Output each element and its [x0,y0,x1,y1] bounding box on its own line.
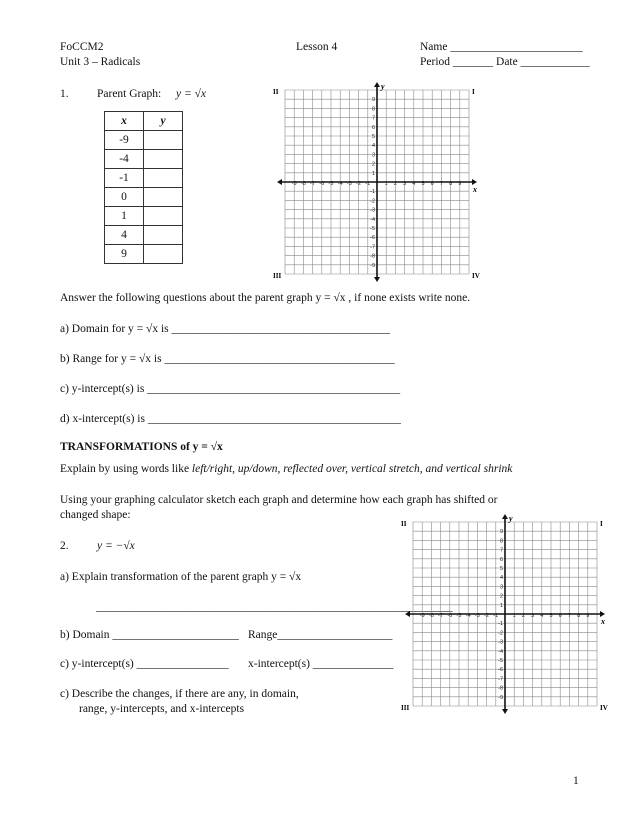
explain-words: left/right, up/down, reflected over, vertical stretch, and vertical shrink [191,463,513,475]
y-tick-label: -3 [370,207,375,214]
period-date-field: Period _______ Date ____________ [420,56,590,68]
y-tick-label: -4 [370,216,375,223]
q1-number: 1. [60,88,69,100]
quadrant-label-ii: II [273,88,279,96]
y-tick-label: -2 [370,198,375,205]
x-tick-label: -2 [484,613,490,619]
y-tick-label: 3 [499,584,503,591]
y-tick-label: 1 [499,602,503,609]
x-tick-label: -4 [465,613,471,619]
x-cell: 4 [105,226,144,245]
q2-describe-line2: range, y-intercepts, and x-intercepts [79,703,245,715]
y-tick-label: -1 [370,189,375,196]
x-tick-label: 1 [384,181,388,187]
course-name: FoCCM2 [60,41,104,53]
y-tick-label: -6 [370,235,375,242]
y-cell [144,131,183,150]
y-tick-label: -6 [498,667,503,674]
quadrant-label-i: I [472,88,475,96]
x-tick-label: -1 [493,613,499,619]
y-tick-label: 6 [371,124,375,131]
y-axis-arrow [502,709,508,714]
y-tick-label: -9 [498,694,503,701]
y-tick-label: -3 [498,639,503,646]
y-tick-label: 5 [499,566,503,572]
x-tick-label: 5 [549,613,553,619]
x-tick-label: 4 [412,181,416,187]
quadrant-label-iii: III [273,272,282,280]
x-tick-label: -4 [337,181,343,187]
q1-label: Parent Graph: [97,88,162,100]
x-tick-label: -7 [438,613,444,619]
x-tick-label: 8 [577,613,581,619]
x-tick-label: 2 [521,613,525,619]
y-tick-label: 1 [371,170,375,177]
q2-a-answer-line: ______________________________________________________________ [96,601,453,613]
quadrant-label-iv: IV [472,272,480,280]
y-tick-label: -7 [498,676,503,683]
y-tick-label: 9 [499,529,503,536]
y-tick-label: -9 [370,262,375,269]
x-tick-label: -1 [365,181,371,187]
x-tick-label: 6 [430,181,434,187]
explain-instruction [60,463,512,477]
y-tick-label: 9 [371,97,375,104]
lesson-number: Lesson 4 [296,41,338,53]
coordinate-grid-1 [273,80,479,278]
y-cell [144,188,183,207]
x-tick-label: -3 [474,613,480,619]
y-cell [144,169,183,188]
y-tick-label: 8 [371,106,375,113]
x-axis-arrow [405,611,410,617]
quadrant-label-iv: IV [600,704,608,712]
y-tick-label: 7 [499,547,503,554]
y-cell [144,245,183,264]
x-tick-label: 4 [540,613,544,619]
table-header-row [105,112,183,131]
x-tick-label: 9 [586,613,590,619]
q2-describe-line1: c) Describe the changes, if there are any, in domain, [60,688,299,700]
y-tick-label: -5 [498,658,503,664]
y-tick-label: 4 [499,575,503,582]
x-tick-label: -6 [319,181,325,187]
x-tick-label: 2 [393,181,397,187]
transformations-title: TRANSFORMATIONS of y = √x [60,441,223,453]
domain-question: a) Domain for y = √x is ______________________________________ [60,323,390,335]
x-tick-label: 8 [449,181,453,187]
q2-number: 2. [60,540,69,552]
y-tick-label: -8 [498,685,503,692]
x-tick-label: -8 [428,613,434,619]
y-cell [144,226,183,245]
y-axis-label: y [509,514,513,523]
q2-x-intercept: x-intercept(s) ______________ [248,658,394,670]
name-field: Name _______________________ [420,41,583,53]
y-tick-label: -7 [370,244,375,251]
x-tick-label: -5 [456,613,462,619]
table-row [105,131,183,150]
table-row [105,150,183,169]
y-intercept-question: c) y-intercept(s) is ____________________________________________ [60,383,401,395]
y-tick-label: 4 [371,143,375,150]
y-tick-label: -5 [370,226,375,232]
x-cell: 1 [105,207,144,226]
table-header-x: x [105,112,144,131]
y-tick-label: 3 [371,152,375,159]
table-row [105,188,183,207]
parent-intro: Answer the following questions about the parent graph y = √x , if none exists write none. [60,292,471,304]
x-axis-label: x [601,617,605,626]
y-axis-arrow [374,82,380,87]
x-tick-label: 6 [558,613,562,619]
q2-domain: b) Domain ______________________ [60,629,239,641]
x-cell: -9 [105,131,144,150]
y-tick-label: 7 [371,115,375,122]
x-tick-label: -3 [346,181,352,187]
x-tick-label: 7 [567,613,571,619]
q2-range: Range____________________ [248,629,393,641]
table-row [105,226,183,245]
y-cell [144,150,183,169]
y-tick-label: 6 [499,556,503,563]
table-row [105,169,183,188]
explain-prefix: Explain by using words like [60,463,192,475]
quadrant-label-i: I [600,520,603,528]
table-row [105,245,183,264]
range-question: b) Range for y = √x is ________________________________________ [60,353,395,365]
x-tick-label: 1 [512,613,516,619]
table-header-y: y [144,112,183,131]
quadrant-label-ii: II [401,520,407,528]
y-axis-label: y [381,82,385,91]
x-cell: 0 [105,188,144,207]
y-tick-label: -2 [498,630,503,637]
y-tick-label: 2 [371,161,375,168]
x-tick-label: 3 [403,181,407,187]
calc-instruction-line2: changed shape: [60,509,131,521]
xy-table [104,111,183,264]
x-intercept-question: d) x-intercept(s) is ____________________________________________ [60,413,401,425]
q2-a-question: a) Explain transformation of the parent graph y = √x [60,571,302,583]
x-tick-label: -8 [300,181,306,187]
calc-instruction-line1: Using your graphing calculator sketch each graph and determine how each graph has shifted or [60,494,498,506]
x-tick-label: 7 [439,181,443,187]
coordinate-grid-2 [401,512,607,710]
y-tick-label: 8 [499,538,503,545]
x-tick-label: -9 [419,613,425,619]
y-tick-label: -1 [498,621,503,628]
x-axis-arrow [277,179,282,185]
q1-equation: y = √x [176,88,207,100]
y-tick-label: 5 [371,134,375,140]
y-tick-label: 2 [499,593,503,600]
x-axis-label: x [473,185,477,194]
y-axis-arrow [502,514,508,519]
unit-title: Unit 3 – Radicals [60,56,141,68]
q2-equation: y = −√x [97,540,135,552]
quadrant-label-iii: III [401,704,410,712]
table-row [105,207,183,226]
page-number: 1 [573,775,579,787]
x-tick-label: 5 [421,181,425,187]
y-cell [144,207,183,226]
x-tick-label: 3 [531,613,535,619]
y-axis-arrow [374,277,380,282]
y-tick-label: -8 [370,253,375,260]
y-tick-label: -4 [498,648,503,655]
x-tick-label: -2 [356,181,362,187]
x-tick-label: -5 [328,181,334,187]
x-tick-label: 9 [458,181,462,187]
x-cell: 9 [105,245,144,264]
x-tick-label: -7 [310,181,316,187]
x-cell: -4 [105,150,144,169]
q2-y-intercept: c) y-intercept(s) ________________ [60,658,229,670]
x-tick-label: -9 [291,181,297,187]
x-tick-label: -6 [447,613,453,619]
x-cell: -1 [105,169,144,188]
